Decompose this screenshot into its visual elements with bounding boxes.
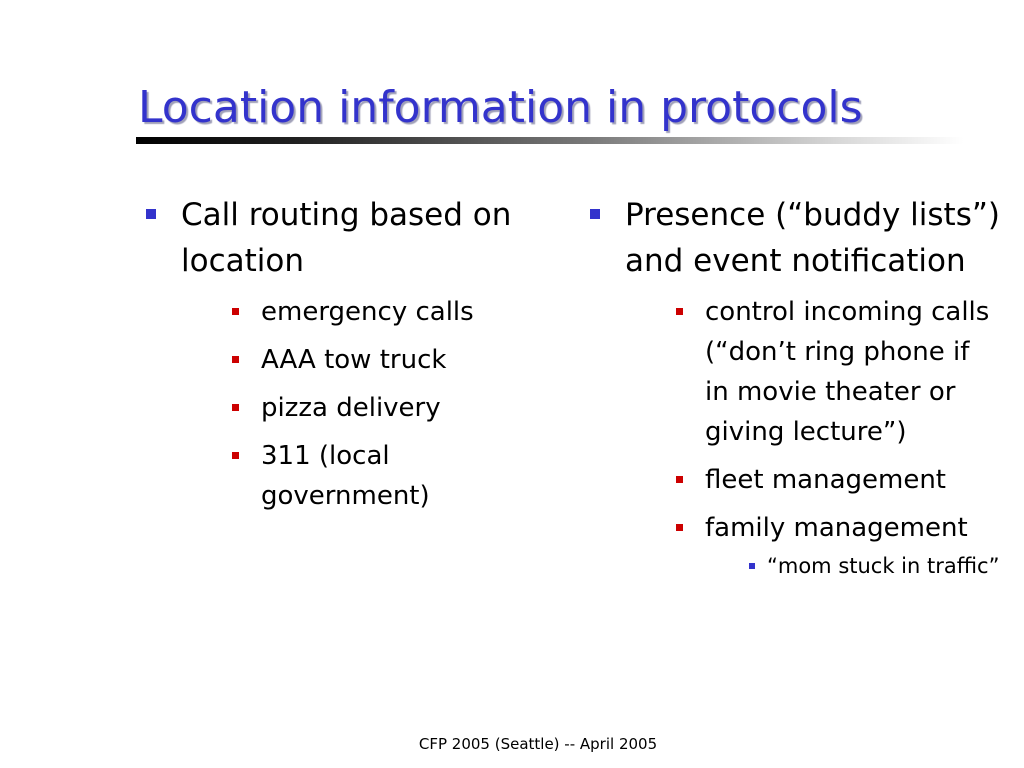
right-sub-item xyxy=(670,460,1000,500)
square-bullet-icon xyxy=(749,563,755,569)
right-sub-item xyxy=(670,292,1000,452)
right-subsub-item xyxy=(749,550,1000,582)
square-bullet-icon xyxy=(232,452,239,459)
square-bullet-icon xyxy=(676,476,683,483)
right-sub-text: family management xyxy=(705,513,968,543)
left-sub-text: pizza delivery xyxy=(261,393,441,423)
square-bullet-icon xyxy=(146,209,156,219)
left-column xyxy=(146,192,516,516)
right-sub-text: fleet management xyxy=(705,465,946,495)
right-subsub-text: “mom stuck in traffic” xyxy=(767,554,1000,578)
left-sub-text: emergency calls xyxy=(261,297,474,327)
left-sub-text: 311 (local government) xyxy=(261,441,430,511)
square-bullet-icon xyxy=(232,308,239,315)
square-bullet-icon xyxy=(676,308,683,315)
left-sub-item xyxy=(226,340,516,380)
slide-title: Location information in protocols xyxy=(138,82,863,133)
title-underline xyxy=(136,137,964,144)
square-bullet-icon xyxy=(590,209,600,219)
right-sub-item xyxy=(670,508,1000,582)
square-bullet-icon xyxy=(232,356,239,363)
right-main-item xyxy=(590,192,1000,582)
right-subsub-list xyxy=(749,550,1000,582)
right-sub-text: control incoming calls (“don’t ring phone if in movie theater or giving lecture”) xyxy=(705,297,990,447)
left-main-item xyxy=(146,192,516,516)
square-bullet-icon xyxy=(676,524,683,531)
right-column xyxy=(590,192,1000,582)
left-sub-list xyxy=(226,292,516,516)
slide-footer: CFP 2005 (Seattle) -- April 2005 xyxy=(418,735,658,753)
left-sub-item xyxy=(226,292,516,332)
left-sub-item xyxy=(226,388,516,428)
left-main-text: Call routing based on location xyxy=(181,197,512,279)
left-sub-item xyxy=(226,436,516,516)
square-bullet-icon xyxy=(232,404,239,411)
right-sub-list xyxy=(670,292,1000,582)
left-sub-text: AAA tow truck xyxy=(261,345,447,375)
right-main-text: Presence (“buddy lists”) and event notification xyxy=(625,197,1000,279)
